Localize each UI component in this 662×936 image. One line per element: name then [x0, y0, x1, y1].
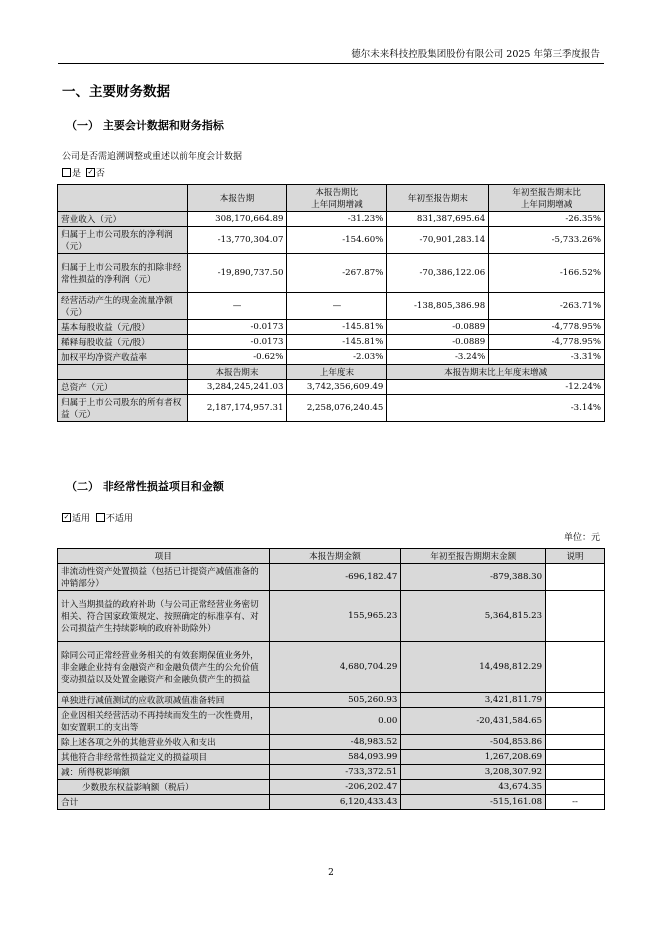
table-cell: -70,901,283.14: [387, 227, 489, 254]
table-row: [58, 335, 605, 350]
row-label: 总资产（元）: [58, 380, 188, 395]
row-label: 除同公司正常经营业务相关的有效套期保值业务外，非金融企业持有金融资产和金融负债产生的公允价值变动损益以及处置金融资产和金融负债产生的损益: [58, 642, 270, 693]
row-label: 经营活动产生的现金流量净额（元）: [58, 293, 188, 320]
table-cell: 14,498,812.29: [401, 642, 546, 693]
table-cell: 308,170,664.89: [187, 212, 287, 227]
key-financial-table: [57, 184, 605, 422]
column-header: 本报告期: [187, 185, 287, 212]
checkbox-no-checked[interactable]: ✓: [87, 168, 94, 176]
table-cell: -0.62%: [187, 350, 287, 365]
table-cell: -3.24%: [387, 350, 489, 365]
table-cell: 4,680,704.29: [269, 642, 401, 693]
table-cell: -13,770,304.07: [187, 227, 287, 254]
row-label: 归属于上市公司股东的净利润（元）: [58, 227, 188, 254]
table-cell: 3,284,245,241.03: [187, 380, 287, 395]
table-cell: -0.0173: [187, 320, 287, 335]
table-cell: 43,674.35: [401, 780, 546, 795]
table-row: [58, 591, 605, 642]
row-label: 基本每股收益（元/股）: [58, 320, 188, 335]
page-number: 2: [328, 868, 334, 878]
row-label: 加权平均净资产收益率: [58, 350, 188, 365]
table-header-row: [58, 185, 605, 212]
restatement-question: 公司是否需追溯调整或重述以前年度会计数据: [62, 152, 243, 162]
column-header: 本报告期末比上年度末增减: [387, 365, 605, 380]
table-cell: -515,161.08: [401, 795, 546, 810]
table-cell: -504,853.86: [401, 735, 546, 750]
row-label: 归属于上市公司股东的所有者权益（元）: [58, 395, 188, 422]
table-cell: -879,388.30: [401, 564, 546, 591]
table-cell: -0.0889: [387, 335, 489, 350]
row-label: 单独进行减值测试的应收款项减值准备转回: [58, 693, 270, 708]
table-cell: 1,267,208.69: [401, 750, 546, 765]
table-cell: -2.03%: [287, 350, 387, 365]
column-header: 年初至报告期末: [387, 185, 489, 212]
table-cell: 2,187,174,957.31: [187, 395, 287, 422]
table-cell: -70,386,122.06: [387, 254, 489, 293]
option-no-label: 否: [95, 169, 105, 179]
table-cell: [546, 564, 605, 591]
table-cell: [546, 750, 605, 765]
checkbox-applicable-checked[interactable]: ✓: [63, 513, 70, 521]
table-row: [58, 380, 605, 395]
table-cell: 584,093.99: [269, 750, 401, 765]
table-row: [58, 708, 605, 735]
row-label: 少数股东权益影响额（税后）: [58, 780, 270, 795]
column-header: 项目: [58, 549, 270, 564]
table-row: [58, 254, 605, 293]
column-header: [58, 185, 188, 212]
table-cell: -145.81%: [287, 320, 387, 335]
row-label: 其他符合非经常性损益定义的损益项目: [58, 750, 270, 765]
report-header: 德尔未来科技控股集团股份有限公司 2025 年第三季度报告: [351, 49, 600, 60]
table-cell: -4,778.95%: [489, 335, 605, 350]
table-cell: -5,733.26%: [489, 227, 605, 254]
table-header-row: [58, 365, 605, 380]
option-yes-label: 是: [72, 169, 82, 179]
table-cell: [546, 780, 605, 795]
table-cell: -145.81%: [287, 335, 387, 350]
table-cell: --: [546, 795, 605, 810]
table-cell: 3,421,811.79: [401, 693, 546, 708]
non-recurring-table: [57, 548, 605, 810]
row-label: 合计: [58, 795, 270, 810]
column-header: 本报告期金额: [269, 549, 401, 564]
unit-label: 单位：元: [563, 533, 600, 543]
table-row: [58, 395, 605, 422]
table-cell: —: [187, 293, 287, 320]
table-cell: -0.0889: [387, 320, 489, 335]
table-cell: -19,890,737.50: [187, 254, 287, 293]
table-cell: 6,120,433.43: [269, 795, 401, 810]
option-not-applicable-label: 不适用: [105, 514, 133, 524]
table-row: [58, 795, 605, 810]
column-header: 本报告期比 上年同期增减: [287, 185, 387, 212]
table-row: [58, 750, 605, 765]
table-cell: -138,805,386.98: [387, 293, 489, 320]
table-row: [58, 212, 605, 227]
table-row: [58, 350, 605, 365]
table-cell: -3.31%: [489, 350, 605, 365]
table-cell: -166.52%: [489, 254, 605, 293]
table-cell: 155,965.23: [269, 591, 401, 642]
table-row: [58, 564, 605, 591]
table-row: [58, 642, 605, 693]
column-header: 年初至报告期末比 上年同期增减: [489, 185, 605, 212]
applicable-options: [62, 511, 133, 524]
row-label: 稀释每股收益（元/股）: [58, 335, 188, 350]
option-applicable-label: 适用: [72, 514, 91, 524]
table-cell: 831,387,695.64: [387, 212, 489, 227]
subsection-title-key-indicators: （一） 主要会计数据和财务指标: [66, 119, 224, 132]
table-row: [58, 780, 605, 795]
row-label: 营业收入（元）: [58, 212, 188, 227]
table-cell: [546, 693, 605, 708]
column-header: 说明: [546, 549, 605, 564]
table-cell: -0.0173: [187, 335, 287, 350]
table-row: [58, 227, 605, 254]
table-row: [58, 765, 605, 780]
table-cell: -20,431,584.65: [401, 708, 546, 735]
column-header: 上年度末: [287, 365, 387, 380]
table-cell: [546, 591, 605, 642]
table-row: [58, 693, 605, 708]
column-header: 本报告期末: [187, 365, 287, 380]
table-cell: 0.00: [269, 708, 401, 735]
table-cell: [546, 642, 605, 693]
table-cell: -267.87%: [287, 254, 387, 293]
checkbox-not-applicable[interactable]: [96, 513, 105, 522]
column-header: [58, 365, 188, 380]
table-cell: 5,364,815.23: [401, 591, 546, 642]
table-cell: -733,372.51: [269, 765, 401, 780]
column-header: 年初至报告期期末金额: [401, 549, 546, 564]
table-cell: 3,742,356,609.49: [287, 380, 387, 395]
table-cell: -48,983.52: [269, 735, 401, 750]
table-cell: 3,208,307.92: [401, 765, 546, 780]
table-cell: -263.71%: [489, 293, 605, 320]
row-label: 除上述各项之外的其他营业外收入和支出: [58, 735, 270, 750]
row-label: 减：所得税影响额: [58, 765, 270, 780]
table-cell: -154.60%: [287, 227, 387, 254]
row-label: 企业因相关经营活动不再持续而发生的一次性费用，如安置职工的支出等: [58, 708, 270, 735]
table-cell: -12.24%: [387, 380, 605, 395]
row-label: 非流动性资产处置损益（包括已计提资产减值准备的冲销部分）: [58, 564, 270, 591]
table-row: [58, 320, 605, 335]
table-cell: -4,778.95%: [489, 320, 605, 335]
row-label: 归属于上市公司股东的扣除非经常性损益的净利润（元）: [58, 254, 188, 293]
table-cell: [546, 735, 605, 750]
subsection-title-non-recurring: （二） 非经常性损益项目和金额: [66, 480, 224, 493]
checkbox-yes[interactable]: [62, 168, 71, 177]
table-cell: -3.14%: [387, 395, 605, 422]
section-title-financial-data: 一、主要财务数据: [62, 84, 170, 100]
table-cell: 505,260.93: [269, 693, 401, 708]
row-label: 计入当期损益的政府补助（与公司正常经营业务密切相关、符合国家政策规定、按照确定的标准享有、对公司损益产生持续影响的政府补助除外）: [58, 591, 270, 642]
table-cell: -26.35%: [489, 212, 605, 227]
table-row: [58, 735, 605, 750]
table-cell: [546, 765, 605, 780]
restatement-options: [62, 166, 105, 179]
table-cell: 2,258,076,240.45: [287, 395, 387, 422]
table-cell: -206,202.47: [269, 780, 401, 795]
table-row: [58, 293, 605, 320]
table-cell: -696,182.47: [269, 564, 401, 591]
table-header-row: [58, 549, 605, 564]
header-divider: [58, 63, 604, 64]
table-cell: [546, 708, 605, 735]
table-cell: —: [287, 293, 387, 320]
table-cell: -31.23%: [287, 212, 387, 227]
